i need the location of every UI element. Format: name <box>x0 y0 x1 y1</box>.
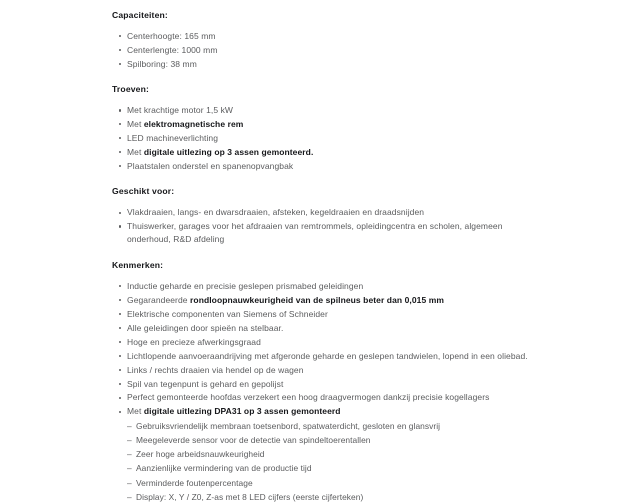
list-item-emphasis: digitale uitlezing DPA31 op 3 assen gemonteerd <box>143 406 341 417</box>
section-heading-capaciteiten: Capaciteiten: <box>112 10 168 20</box>
section-troeven <box>112 83 530 172</box>
sub-list-item: – Display: X, Y / Z0, Z-as met 8 LED cijfers (eerste cijferteken) <box>127 491 530 503</box>
list-item <box>112 206 530 218</box>
bullet-list-kenmerken <box>112 280 530 503</box>
sub-list-item: – Meegeleverde sensor voor de detectie van spindeltoerentallen <box>127 434 530 446</box>
section-heading-troeven: Troeven: <box>112 84 150 95</box>
section-kenmerken <box>112 259 530 503</box>
bullet-list-troeven <box>112 104 530 172</box>
list-item <box>112 308 530 320</box>
sub-list-item: – Aanzienlijke vermindering van de productie tijd <box>127 462 530 474</box>
list-item <box>112 44 530 56</box>
list-item-text: Perfect gemonteerde hoofdas verzekert een hoog draagvermogen dankzij precisie kogellagers <box>127 392 490 403</box>
list-item-text: Hoge en precieze afwerkingsgraad <box>127 336 261 347</box>
list-item-emphasis: elektromagnetische rem <box>143 119 244 130</box>
list-item-emphasis: rondloopnauwkeurigheid van de spilneus beter dan 0,015 mm <box>190 294 444 305</box>
list-item-text: Lichtlopende aanvoeraandrijving met afgeronde geharde en geslepen tandwielen, lopend in een oliebad. <box>127 350 528 361</box>
list-item <box>112 220 530 245</box>
list-item <box>112 118 530 130</box>
sub-list-item: – Zeer hoge arbeidsnauwkeurigheid <box>127 448 530 460</box>
list-item <box>112 104 530 116</box>
section-heading-geschikt-voor: Geschikt voor: <box>112 186 175 197</box>
list-item-text: Thuiswerker, garages voor het afdraaien van remtrommels, opleidingcentra en scholen, algemeen onderhoud, R&D afdeling <box>127 221 503 244</box>
list-item <box>112 160 530 172</box>
bullet-list-capaciteiten <box>112 30 530 70</box>
section-capaciteiten <box>112 9 530 70</box>
list-item-prefix: Gegarandeerde <box>127 294 191 305</box>
list-item <box>112 30 530 42</box>
list-item-prefix: Met <box>127 119 144 130</box>
list-item-prefix: Met <box>127 406 144 417</box>
list-item-text: Spil van tegenpunt is gehard en gepolijst <box>127 378 284 389</box>
list-item-text: Centerhoogte: 165 mm <box>127 31 216 41</box>
section-heading-kenmerken: Kenmerken: <box>112 259 164 270</box>
list-item-text: Inductie geharde en precisie geslepen prismabed geleidingen <box>127 280 364 291</box>
list-item-text: Vlakdraaien, langs- en dwarsdraaien, afsteken, kegeldraaien en draadsnijden <box>127 207 425 218</box>
list-item-text: Centerlengte: 1000 mm <box>127 44 218 55</box>
list-item-text: Links / rechts draaien via hendel op de wagen <box>127 364 304 375</box>
list-item-text: Spilboring: 38 mm <box>127 58 197 69</box>
list-item <box>112 378 530 390</box>
list-item-text: Alle geleidingen door spieën na stelbaar. <box>127 322 284 333</box>
section-geschikt-voor <box>112 185 530 245</box>
sub-list-dpa31 <box>127 420 530 503</box>
specification-content <box>112 9 530 503</box>
list-item-text: Plaatstalen onderstel en spanenopvangbak <box>127 160 294 171</box>
list-item <box>112 132 530 144</box>
list-item <box>112 391 530 403</box>
sub-list-item: – Gebruiksvriendelijk membraan toetsenbord, spatwaterdicht, gesloten en glansvrij <box>127 420 530 432</box>
list-item <box>112 280 530 292</box>
sub-list-item: – Verminderde foutenpercentage <box>127 477 530 489</box>
list-item-emphasis: digitale uitlezing op 3 assen gemonteerd. <box>143 147 314 158</box>
list-item-prefix: Met <box>127 147 144 158</box>
list-item <box>112 146 530 158</box>
list-item <box>112 364 530 376</box>
list-item <box>112 58 530 70</box>
list-item <box>112 294 530 306</box>
list-item-text: LED machineverlichting <box>127 133 219 144</box>
bullet-list-geschikt-voor <box>112 206 530 245</box>
list-item <box>112 336 530 348</box>
list-item <box>112 322 530 334</box>
list-item-text: Elektrische componenten van Siemens of Schneider <box>127 308 328 319</box>
list-item <box>112 405 530 503</box>
list-item <box>112 350 530 362</box>
list-item-text: Met krachtige motor 1,5 kW <box>127 105 234 116</box>
